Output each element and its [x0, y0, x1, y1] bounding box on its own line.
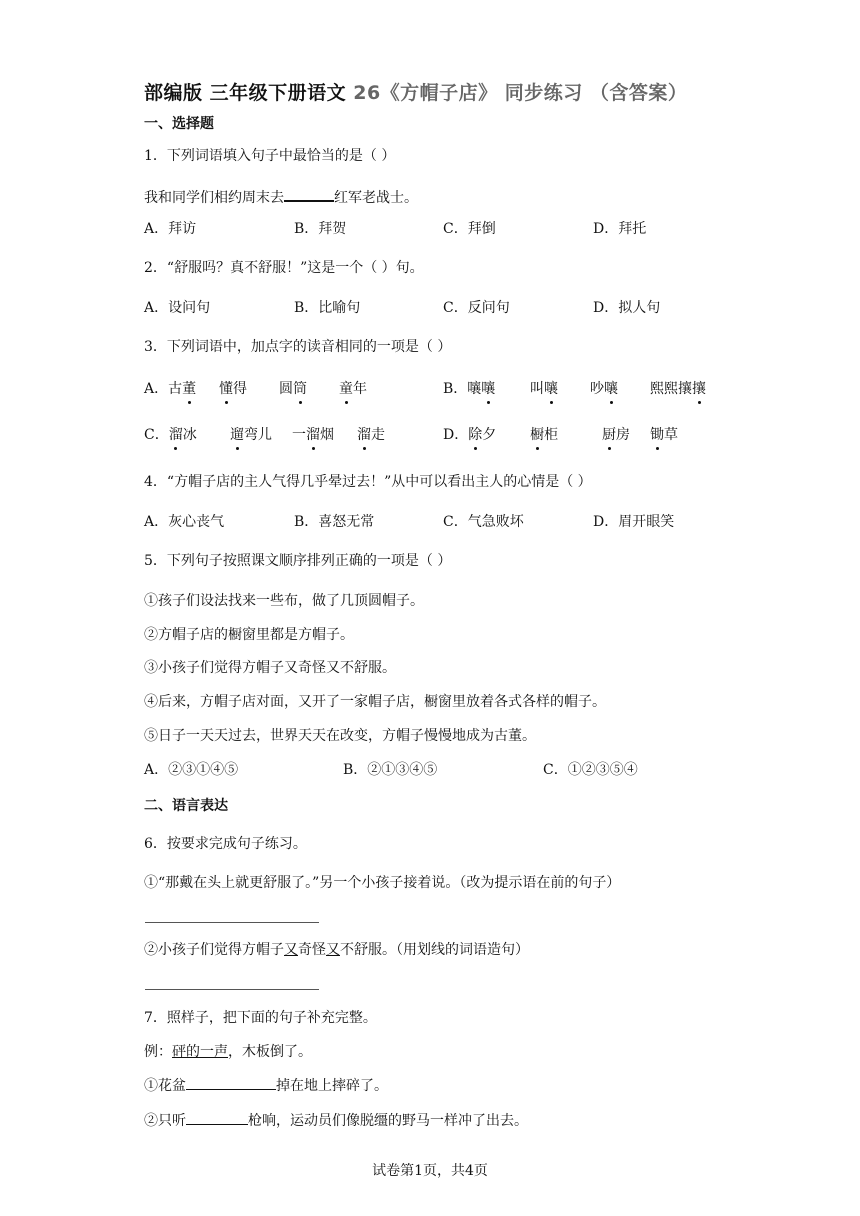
answer-blank[interactable]	[284, 186, 334, 202]
question-5-item: ①孩子们设法找来一些布，做了几顶圆帽子。	[144, 593, 424, 609]
word-with-dot: 童年	[339, 381, 367, 397]
section-heading-expression: 二、语言表达	[144, 798, 228, 814]
option-label: C．	[144, 427, 169, 443]
question-7-example	[144, 1042, 312, 1062]
word-with-dot: 叫嚷	[530, 381, 558, 397]
question-1-option-c[interactable]: C．拜倒	[443, 221, 496, 237]
title-sub: 26《方帽子店》 同步练习 （含答案）	[353, 82, 688, 104]
question-6-item-1: ①“那戴在头上就更舒服了。”另一个小孩子接着说。（改为提示语在前的句子）	[144, 875, 621, 891]
word-with-dot: 溜冰	[168, 427, 197, 443]
question-2-option-c[interactable]: C．反问句	[443, 300, 510, 316]
sentence-part: ，木板倒了。	[228, 1044, 312, 1060]
sentence-part: 奇怪	[298, 942, 326, 958]
option-text: D．眉开眼笑	[593, 514, 675, 530]
question-4-option-c[interactable]: C．气急败坏	[443, 514, 524, 530]
word-with-dot: 遛弯儿	[230, 427, 272, 443]
word-with-dot: 除夕	[468, 427, 497, 443]
question-2-option-d[interactable]: D．拟人句	[593, 300, 661, 316]
question-4-stem: 4．“方帽子店的主人气得几乎晕过去！”从中可以看出主人的心情是（ ）	[144, 474, 592, 490]
option-label: B．	[443, 381, 468, 397]
answer-line[interactable]	[145, 989, 319, 990]
word-with-dot: 锄草	[650, 427, 678, 443]
sentence-part: 枪响，运动员们像脱缰的野马一样冲了出去。	[248, 1113, 528, 1129]
question-4-option-d[interactable]	[593, 512, 674, 532]
question-5-item: ②方帽子店的橱窗里都是方帽子。	[144, 627, 354, 643]
word-with-dot: 橱柜	[530, 427, 558, 443]
question-7-item-2	[144, 1110, 528, 1131]
question-5-item: ④后来，方帽子店对面，又开了一家帽子店，橱窗里放着各式各样的帽子。	[144, 694, 606, 710]
question-3-option-b[interactable]	[443, 379, 495, 399]
sentence-part: ②只听	[144, 1113, 186, 1129]
word-with-dot: 吵嚷	[590, 381, 618, 397]
question-2-option-b[interactable]: B．比喻句	[294, 300, 361, 316]
section-heading-choice: 一、选择题	[144, 116, 214, 132]
question-5-item: ⑤日子一天天过去，世界天天在改变，方帽子慢慢地成为古董。	[144, 728, 536, 744]
question-5-option-b[interactable]: B．②①③④⑤	[343, 762, 438, 778]
question-7-item-1	[144, 1075, 388, 1096]
question-4-option-a[interactable]: A．灰心丧气	[144, 514, 225, 530]
answer-blank[interactable]	[186, 1075, 276, 1090]
question-5-option-c[interactable]: C．①②③⑤④	[543, 762, 638, 778]
sentence-part: 红军老战士。	[334, 190, 418, 206]
question-1-option-b[interactable]: B．拜贺	[294, 221, 347, 237]
word-with-dot: 圆筒	[279, 381, 307, 397]
sentence-part: 我和同学们相约周末去	[144, 190, 284, 206]
option-label: D．	[443, 427, 469, 443]
question-4-option-b[interactable]: B．喜怒无常	[294, 514, 375, 530]
sentence-part: 掉在地上摔碎了。	[276, 1078, 388, 1094]
answer-blank[interactable]	[186, 1110, 248, 1125]
underlined-example: 砰的一声	[172, 1044, 228, 1060]
sentence-part: ②小孩子们觉得方帽子	[144, 942, 284, 958]
question-1-stem: 1．下列词语填入句子中最恰当的是（ ）	[144, 148, 396, 164]
example-label: 例：	[144, 1044, 172, 1060]
question-5-item: ③小孩子们觉得方帽子又奇怪又不舒服。	[144, 660, 396, 676]
question-2-stem: 2．“舒服吗？真不舒服！”这是一个（ ）句。	[144, 260, 424, 276]
sentence-part: 不舒服。（用划线的词语造句）	[340, 942, 529, 958]
answer-line[interactable]	[145, 922, 319, 923]
question-1-option-d[interactable]: D．拜托	[593, 221, 647, 237]
title-main: 部编版 三年级下册语文	[144, 82, 354, 104]
word-with-dot: 一溜烟	[292, 427, 334, 443]
question-5-option-a[interactable]: A．②③①④⑤	[144, 762, 239, 778]
question-6-stem: 6．按要求完成句子练习。	[144, 836, 307, 852]
question-3-option-c[interactable]	[144, 425, 197, 445]
word-with-dot: 厨房	[602, 427, 630, 443]
word-with-dot: 溜走	[357, 427, 385, 443]
word-with-dot: 嚷嚷	[467, 381, 496, 397]
question-5-stem: 5．下列句子按照课文顺序排列正确的一项是（ ）	[144, 553, 452, 569]
question-1-sentence	[144, 186, 418, 208]
question-7-stem: 7．照样子，把下面的句子补充完整。	[144, 1010, 377, 1026]
underlined-word: 又	[326, 942, 340, 958]
question-3-option-a[interactable]	[144, 379, 196, 399]
underlined-word: 又	[284, 942, 298, 958]
sentence-part: ①花盆	[144, 1078, 186, 1094]
word-with-dot: 古董	[168, 381, 197, 397]
page-title	[144, 78, 687, 105]
question-2-option-a[interactable]: A．设问句	[144, 300, 211, 316]
question-3-stem: 3．下列词语中，加点字的读音相同的一项是（ ）	[144, 339, 452, 355]
question-3-option-d[interactable]	[443, 425, 496, 445]
option-label: A．	[144, 381, 169, 397]
word-with-dot: 懂得	[219, 381, 247, 397]
word-with-dot: 熙熙攘攘	[650, 381, 706, 397]
page-footer: 试卷第1页，共4页	[372, 1163, 488, 1179]
question-1-option-a[interactable]: A．拜访	[144, 221, 197, 237]
question-6-item-2	[144, 940, 529, 960]
